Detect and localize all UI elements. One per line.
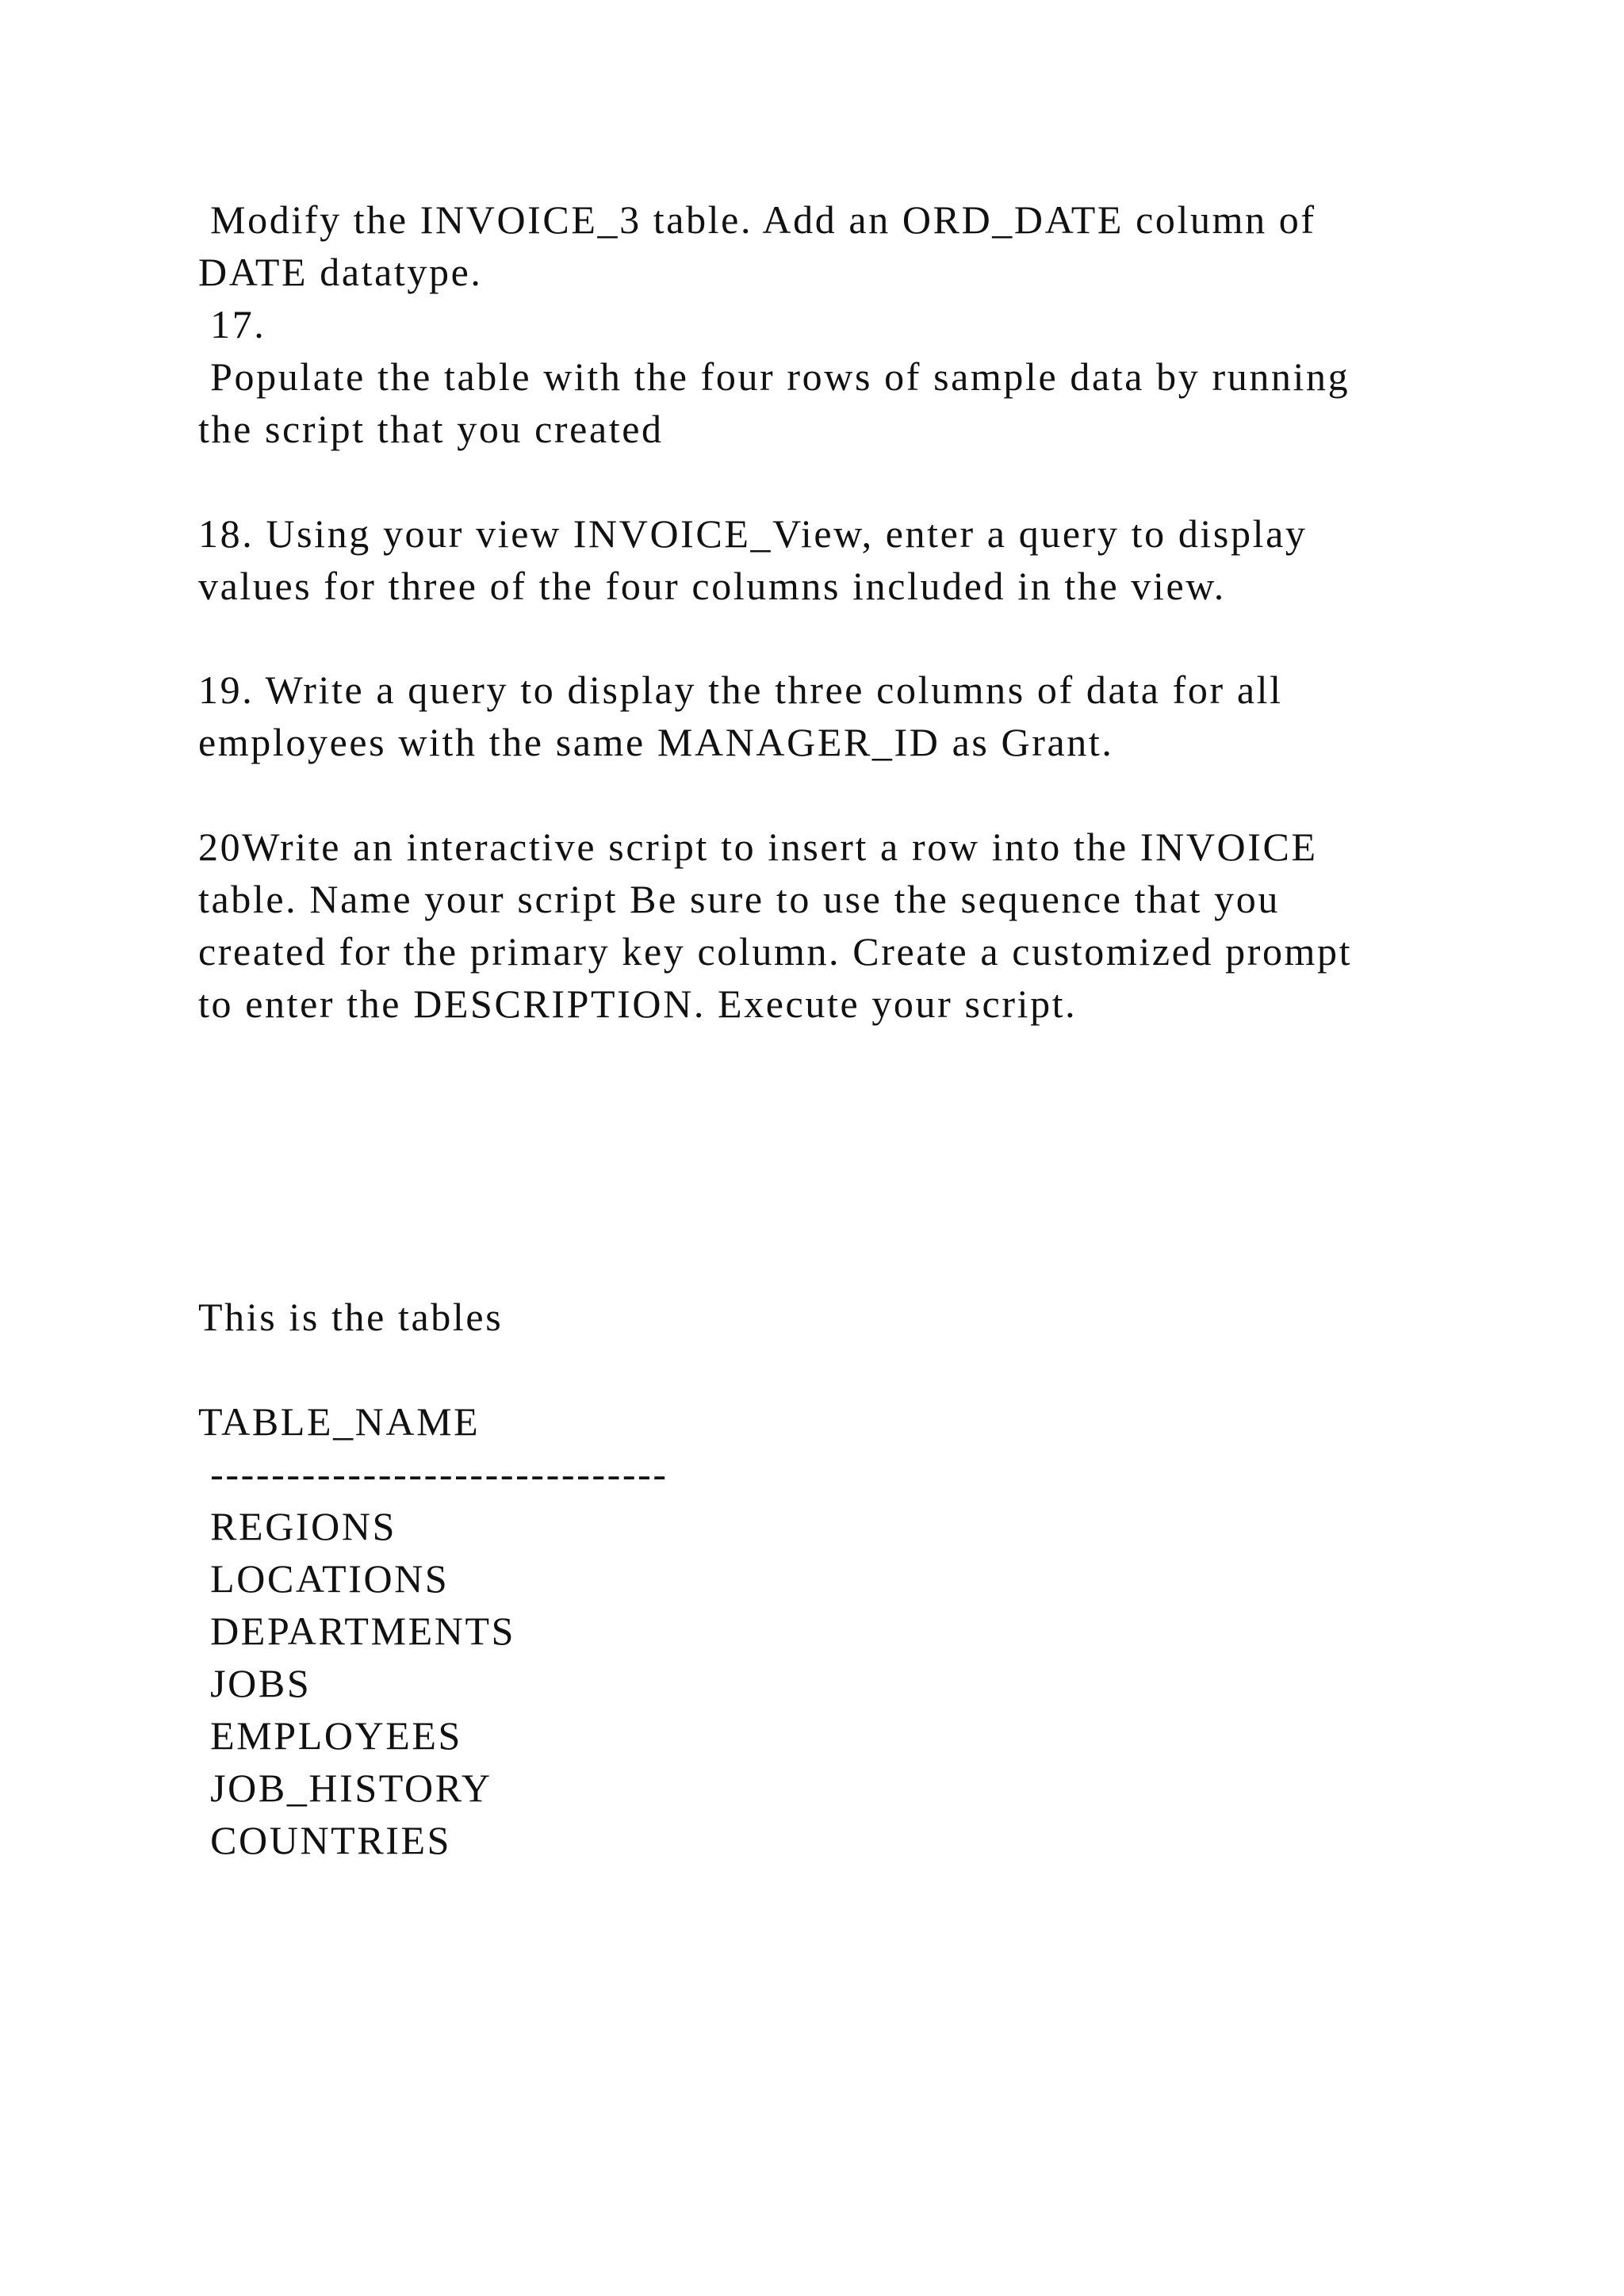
table-name-item: EMPLOYEES	[198, 1713, 462, 1758]
table-name-item: REGIONS	[198, 1504, 396, 1548]
table-name-item: LOCATIONS	[198, 1556, 450, 1601]
table-name-item: DEPARTMENTS	[198, 1609, 516, 1653]
task20-line-4: to enter the DESCRIPTION. Execute your script.	[198, 982, 1078, 1026]
task17-number: 17.	[198, 302, 266, 346]
tables-header: TABLE_NAME	[198, 1399, 481, 1444]
tables-intro: This is the tables	[198, 1295, 504, 1339]
task17-line-2: the script that you created	[198, 407, 664, 451]
task20-line-1: 20Write an interactive script to insert a row into the INVOICE	[198, 825, 1318, 869]
task17-line-1: Populate the table with the four rows of sample data by running	[198, 354, 1350, 399]
task20-line-3: created for the primary key column. Create a customized prompt	[198, 929, 1353, 974]
task19-line-2: employees with the same MANAGER_ID as Grant.	[198, 720, 1114, 764]
tables-separator: ------------------------------	[198, 1452, 668, 1496]
task18-line-1: 18. Using your view INVOICE_View, enter a query to display	[198, 511, 1308, 556]
task20-line-2: table. Name your script Be sure to use the sequence that you	[198, 877, 1280, 921]
table-name-item: JOBS	[198, 1661, 312, 1705]
task18-line-2: values for three of the four columns included in the view.	[198, 564, 1226, 608]
table-name-item: JOB_HISTORY	[198, 1766, 492, 1810]
table-name-item: COUNTRIES	[198, 1818, 452, 1862]
task16-line-1: Modify the INVOICE_3 table. Add an ORD_DATE column of	[198, 197, 1316, 242]
task16-line-2: DATE datatype.	[198, 250, 483, 294]
task19-line-1: 19. Write a query to display the three columns of data for all	[198, 668, 1283, 712]
